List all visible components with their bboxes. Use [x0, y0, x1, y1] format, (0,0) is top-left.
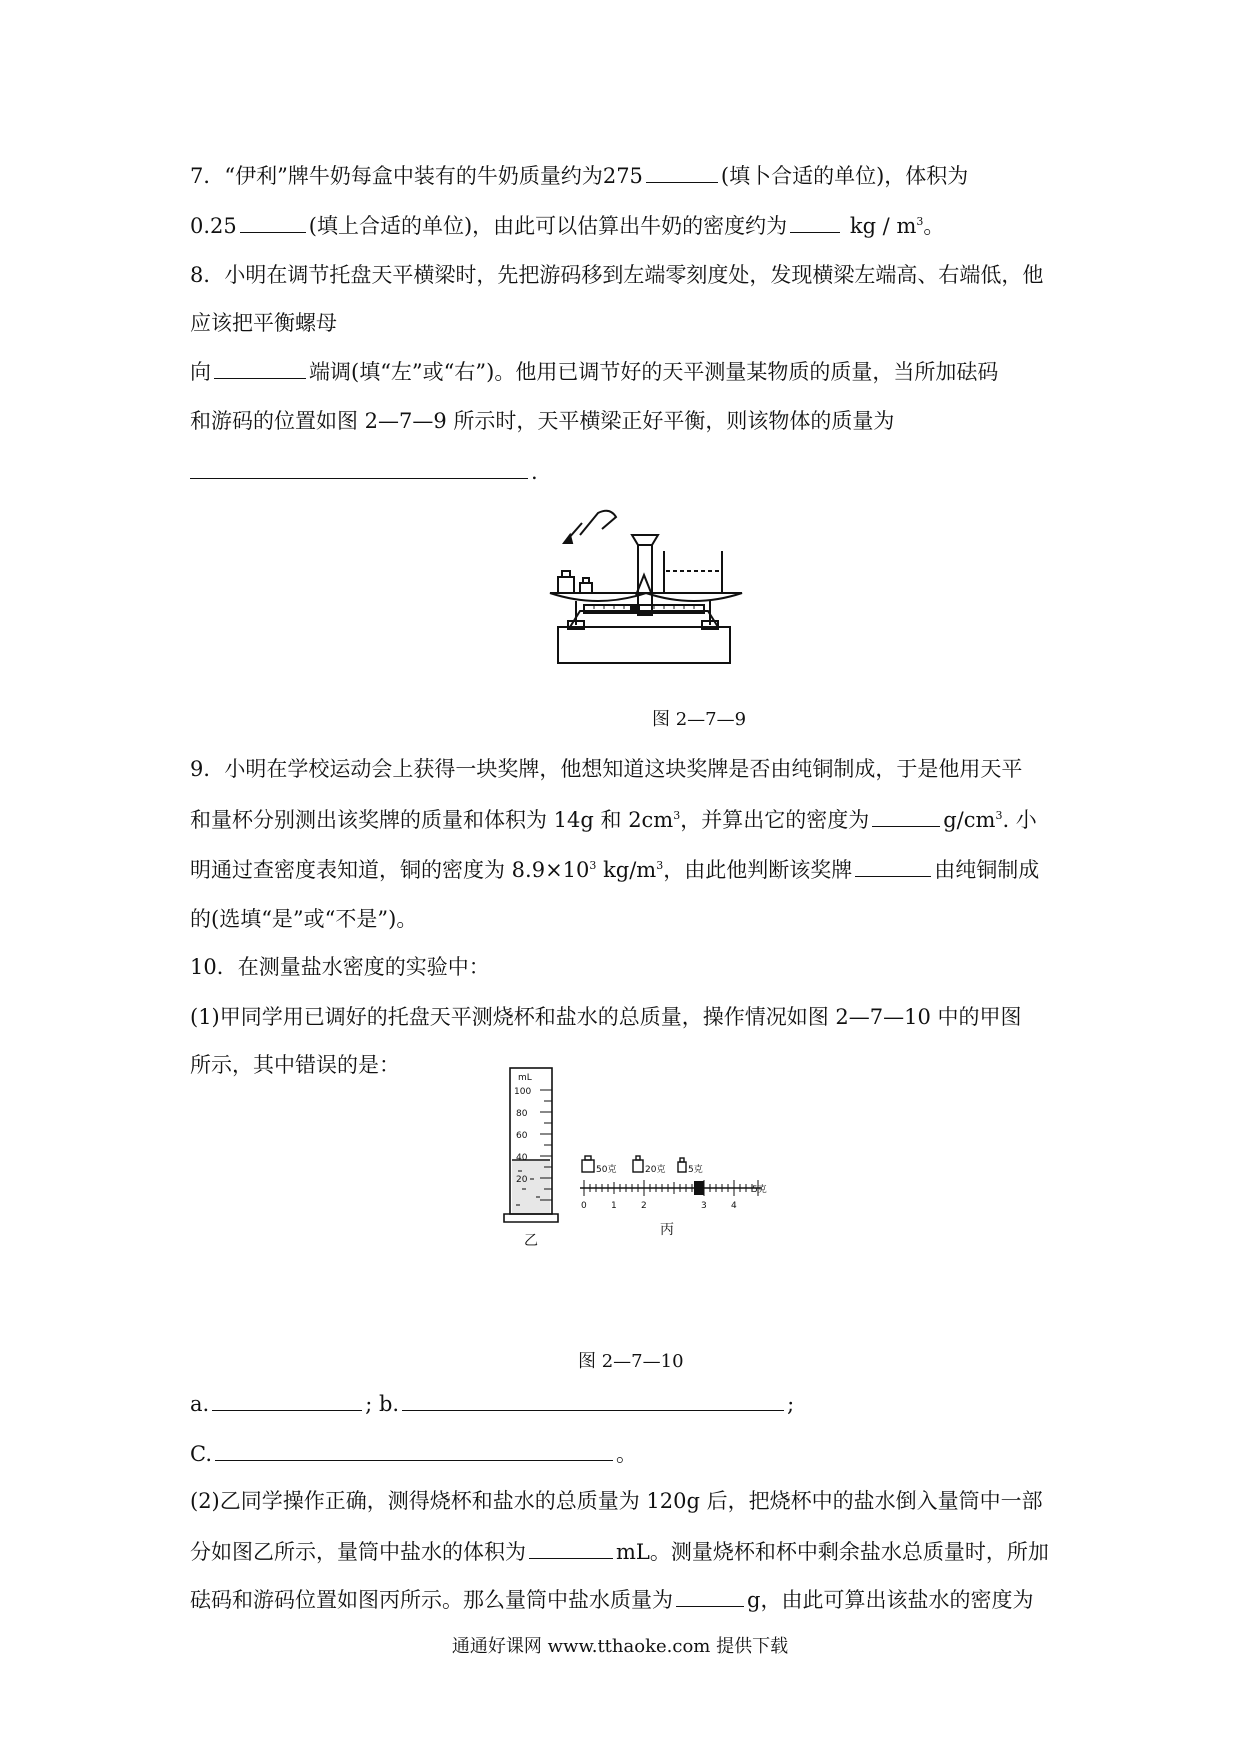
q7-mass-unit-blank[interactable]	[646, 160, 718, 183]
q7-text-2b: (填上合适的单位)，由此可以估算出牛奶的密度约为	[308, 214, 788, 238]
q10-p2-line-2	[190, 1536, 1049, 1567]
q10-line-3	[190, 1050, 400, 1080]
q9-text-3c: ，由此他判断该奖牌	[663, 858, 853, 882]
q8-line-3	[190, 356, 998, 387]
q10-p2-text-2a: 分如图乙所示，量筒中盐水的体积为	[190, 1540, 526, 1564]
balance-figure	[540, 505, 750, 665]
weight-50g-label: 50克	[596, 1165, 617, 1175]
q9-text-3b: kg/m	[596, 858, 657, 882]
q10-b-end: ;	[787, 1392, 795, 1416]
q7-text-2a: 0.25	[190, 214, 237, 238]
q9-text-2b: ，并算出它的密度为	[680, 808, 870, 832]
scale-label-1: 1	[611, 1201, 617, 1211]
scale-label-3: 3	[701, 1201, 707, 1211]
q9-line-3	[190, 854, 1039, 885]
q10-text-2: (1)甲同学用已调好的托盘天平测烧杯和盐水的总质量，操作情况如图 2—7—10 中的甲图	[190, 1005, 1022, 1029]
q9-sup-2: 3	[995, 809, 1003, 822]
q10-volume-blank[interactable]	[529, 1536, 613, 1559]
q7-text-1b: (填卜合适的单位)，体积为	[720, 164, 969, 188]
weight-5g-label: 5克	[688, 1165, 703, 1175]
q8-text-2: 应该把平衡螺母	[190, 311, 337, 335]
weight-20g-label: 20克	[645, 1165, 666, 1175]
cylinder-tick-100: 100	[514, 1087, 532, 1097]
weight-5g-icon	[678, 1162, 686, 1172]
cylinder-unit: mL	[518, 1073, 532, 1083]
q9-line-1	[190, 754, 1022, 784]
q7-unit-sup: 3	[916, 215, 924, 228]
q10-p2-line-3	[190, 1584, 1033, 1615]
q10-p2-text-3a: 砝码和游码位置如图丙所示。那么量筒中盐水质量为	[190, 1588, 673, 1612]
weight-large	[558, 577, 574, 593]
q7-end: 。	[923, 214, 945, 238]
rider-marker	[694, 1181, 704, 1195]
q8-text-3b: 端调(填“左”或“右”)。他用已调节好的天平测量某物质的质量，当所加砝码	[309, 360, 999, 384]
q9-sup-1: 3	[673, 809, 681, 822]
label-yi: 乙	[524, 1233, 538, 1249]
balance-rider	[630, 604, 640, 614]
q9-sup-3: 3	[589, 859, 597, 872]
weight-50g-icon	[582, 1160, 594, 1172]
cylinder-base	[504, 1214, 558, 1222]
q9-text-4: 的(选填“是”或“不是”)。	[190, 907, 418, 931]
q9-sup-4: 3	[656, 859, 664, 872]
cylinder-tick-40: 40	[516, 1153, 528, 1163]
scale-label-5: 5克	[752, 1185, 767, 1195]
weight-small	[580, 583, 592, 593]
q10-p2-text-3b: g，由此可算出该盐水的密度为	[747, 1588, 1034, 1612]
q8-line-2	[190, 308, 337, 338]
q8-direction-blank[interactable]	[214, 356, 306, 379]
q10-mass-blank[interactable]	[676, 1584, 744, 1607]
q9-line-4	[190, 904, 417, 934]
q10-b-blank[interactable]	[402, 1388, 784, 1411]
q7-line-1	[190, 160, 968, 191]
q10-line-1	[190, 952, 490, 982]
q9-text-1: 9．小明在学校运动会上获得一块奖牌，他想知道这块奖牌是否由纯铜制成，于是他用天平	[190, 757, 1023, 781]
q10-ab-line	[190, 1388, 794, 1419]
q7-unit: kg / m	[849, 214, 917, 238]
right-pan	[646, 593, 742, 601]
q8-end: .	[531, 460, 538, 484]
tweezers-hand	[580, 511, 616, 535]
q8-line-5	[190, 456, 538, 487]
fig10-caption: 图 2—7—10	[578, 1351, 684, 1372]
fig9-caption: 图 2—7—9	[652, 709, 747, 730]
q7-volume-unit-blank[interactable]	[240, 210, 306, 233]
weight-20g-icon	[633, 1160, 643, 1172]
q10-text-3: 所示，其中错误的是：	[190, 1053, 400, 1077]
q10-b-label: ; b.	[365, 1392, 400, 1416]
q10-text-1: 10．在测量盐水密度的实验中：	[190, 955, 490, 979]
q9-judgement-blank[interactable]	[855, 854, 931, 877]
page-footer: 通通好课网 www.tthaoke.com 提供下载	[451, 1636, 789, 1657]
q10-c-label: C.	[190, 1442, 212, 1466]
scale-label-2: 2	[641, 1201, 647, 1211]
q9-line-2	[190, 804, 1037, 835]
q10-p2-text-1: (2)乙同学操作正确，测得烧杯和盐水的总质量为 120g 后，把烧杯中的盐水倒入量筒中一部	[190, 1489, 1043, 1513]
left-pan	[550, 593, 646, 601]
cylinder-tick-20: 20	[516, 1175, 528, 1185]
label-bing: 丙	[660, 1222, 674, 1238]
q8-line-4	[190, 406, 894, 436]
cylinder-tick-80: 80	[516, 1109, 528, 1119]
q9-text-2d: . 小	[1002, 808, 1037, 832]
q8-text-4: 和游码的位置如图 2—7—9 所示时，天平横梁正好平衡，则该物体的质量为	[190, 409, 895, 433]
q9-text-2c: g/cm	[943, 808, 996, 832]
q7-line-2	[190, 210, 944, 241]
q10-p2-line-1	[190, 1486, 1043, 1516]
fig10-drawings	[500, 1060, 780, 1250]
q8-text-3a: 向	[190, 360, 211, 384]
scale-label-0: 0	[581, 1201, 587, 1211]
q10-a-label: a.	[190, 1392, 210, 1416]
beaker	[664, 551, 722, 593]
q10-p2-text-2b: mL。测量烧杯和杯中剩余盐水总质量时，所加	[616, 1540, 1049, 1564]
q10-c-blank[interactable]	[215, 1438, 613, 1461]
cylinder-tick-60: 60	[516, 1131, 528, 1141]
q9-density-blank[interactable]	[872, 804, 940, 827]
q8-text-1: 8．小明在调节托盘天平横梁时，先把游码移到左端零刻度处，发现横梁左端高、右端低，他	[190, 263, 1044, 287]
q7-density-blank[interactable]	[790, 210, 840, 233]
q9-text-3a: 明通过查密度表知道，铜的密度为 8.9×10	[190, 858, 590, 882]
q10-line-2	[190, 1002, 1022, 1032]
q8-line-1	[190, 260, 1043, 290]
scale-label-4: 4	[731, 1201, 737, 1211]
q10-c-end: 。	[616, 1442, 637, 1466]
q7-text-1a: 7．“伊利”牌牛奶每盒中装有的牛奶质量约为275	[190, 164, 643, 188]
q9-text-3d: 由纯铜制成	[934, 858, 1040, 882]
q8-mass-blank[interactable]	[190, 456, 528, 479]
q10-a-blank[interactable]	[212, 1388, 362, 1411]
balance-base	[558, 627, 730, 663]
q10-c-line	[190, 1438, 637, 1469]
q9-text-2a: 和量杯分别测出该奖牌的质量和体积为 14g 和 2cm	[190, 808, 674, 832]
